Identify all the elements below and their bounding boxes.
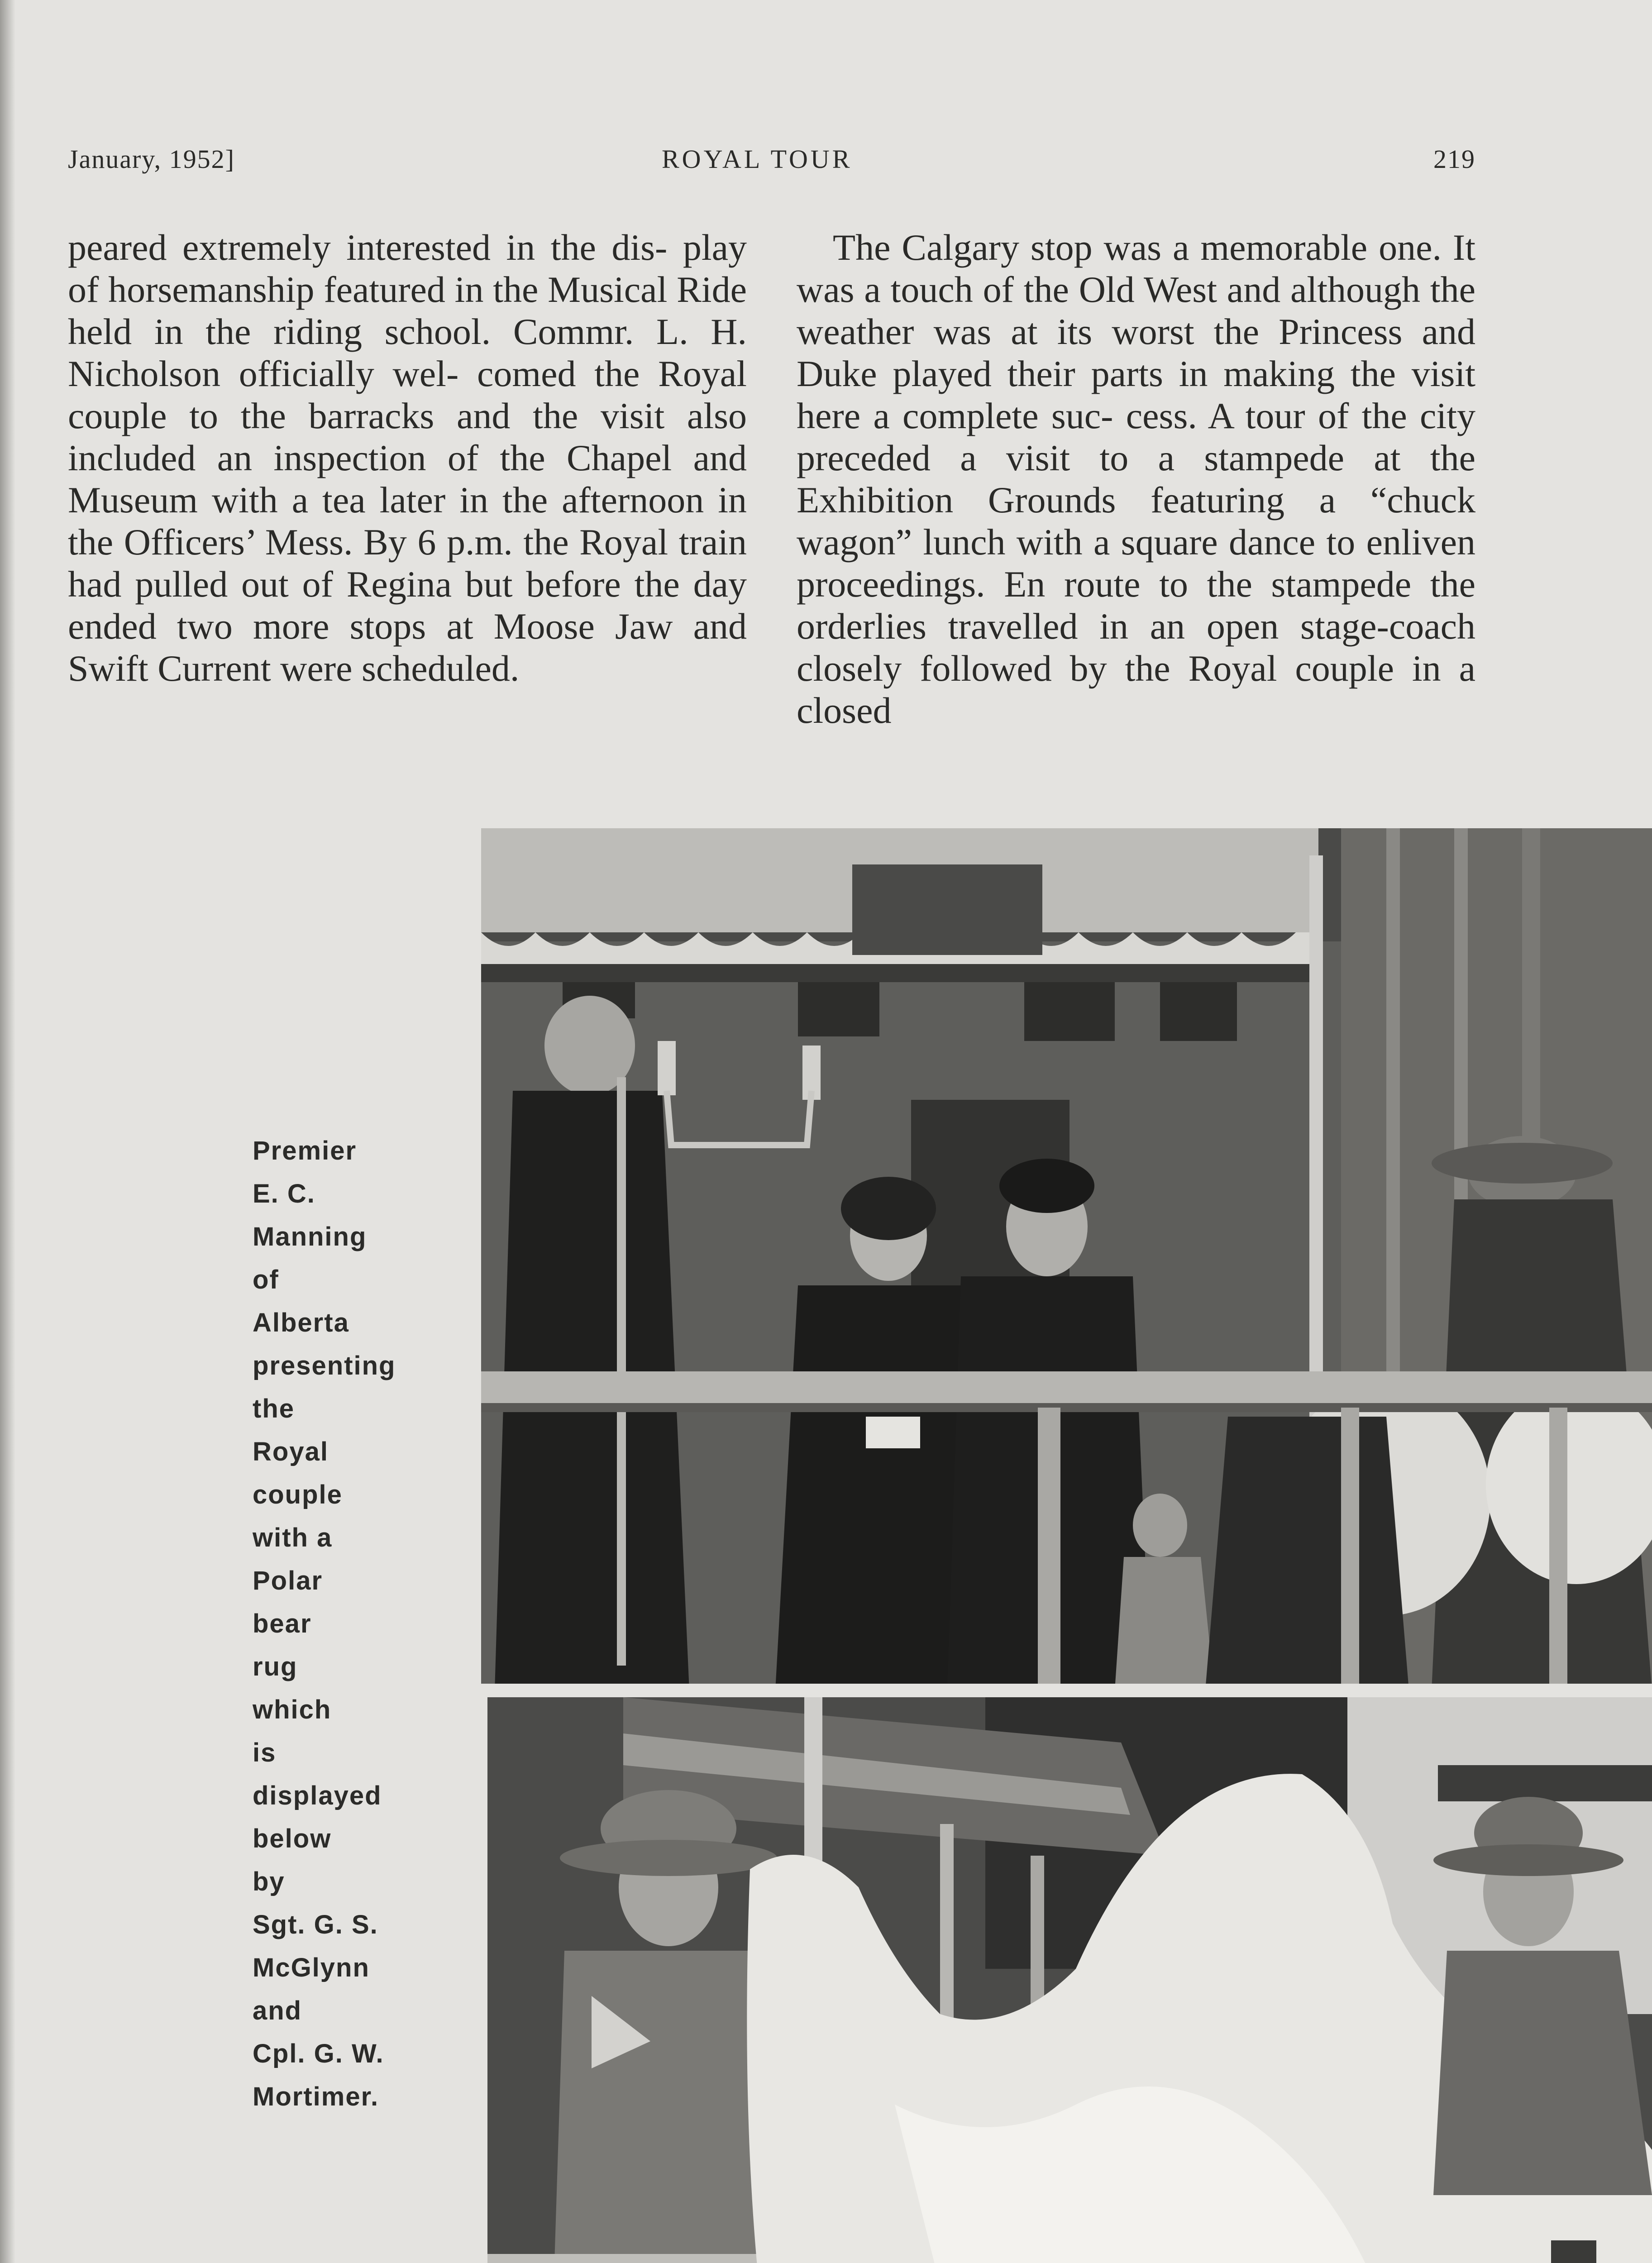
photo-royal-couple-presentation: [481, 828, 1652, 1690]
text-line: and the visit also included an inspection: [68, 395, 747, 478]
caption-line: which: [253, 1695, 332, 1724]
caption-line: and: [253, 1996, 302, 2025]
text-line: peared extremely interested in the dis-: [68, 227, 668, 268]
caption-line: of: [253, 1265, 279, 1294]
photo-image: [487, 1697, 1652, 2263]
text-line: and Swift Current were scheduled.: [68, 606, 747, 689]
text-line: of the Chapel and Museum with a tea: [68, 437, 747, 520]
text-line: featuring a “chuck wagon” lunch with: [797, 479, 1476, 563]
text-line: play of horsemanship featured in the: [68, 227, 747, 310]
text-line: although the weather was at its worst: [797, 269, 1475, 352]
caption-line: couple: [253, 1480, 343, 1509]
text-line: The Calgary stop was a memorable: [833, 227, 1368, 268]
body-paragraph-left: [68, 226, 747, 689]
photo-caption: [253, 1129, 461, 2118]
text-column-left: [68, 226, 747, 747]
caption-line: presenting: [253, 1351, 396, 1380]
text-line: later in the afternoon in the Officers’: [68, 479, 747, 563]
issue-date: January, 1952]: [68, 144, 235, 174]
photo-image: [481, 828, 1652, 1690]
caption-line: with a: [253, 1523, 333, 1552]
text-line: pulled out of Regina but before the day: [135, 563, 747, 605]
text-line: comed the Royal couple to the barracks: [68, 353, 747, 436]
caption-line: rug: [253, 1652, 298, 1681]
body-paragraph-right: [797, 226, 1475, 731]
caption-line: Alberta: [253, 1308, 349, 1337]
caption-line: is: [253, 1738, 277, 1767]
page-binding-edge: [0, 0, 15, 2263]
caption-line: bear: [253, 1609, 312, 1638]
text-line: Commr. L. H. Nicholson officially wel-: [68, 311, 747, 394]
text-column-right: [797, 226, 1475, 747]
text-line: one. It was a touch of the Old West and: [797, 227, 1476, 310]
photo-polar-bear-rug-display: [487, 1697, 1652, 2263]
text-line: the Princess and Duke played their parts: [797, 311, 1476, 394]
caption-line: McGlynn: [253, 1953, 370, 1982]
caption-line: Mortimer.: [253, 2082, 379, 2111]
page-number: 219: [1433, 144, 1475, 174]
text-line: in making the visit here a complete suc-: [797, 353, 1476, 436]
running-head: [68, 144, 1475, 185]
caption-line: E. C.: [253, 1179, 315, 1208]
section-title: ROYAL TOUR: [662, 144, 853, 174]
caption-line: the: [253, 1394, 295, 1423]
caption-line: Polar: [253, 1566, 323, 1595]
text-line: Mess. By 6 p.m. the Royal train had: [68, 521, 747, 605]
text-line: ended two more stops at Moose Jaw: [68, 606, 673, 647]
caption-line: Cpl. G. W.: [253, 2039, 384, 2068]
caption-line: by: [253, 1867, 285, 1896]
text-line: followed by the Royal couple in a closed: [797, 648, 1475, 731]
caption-line: Manning: [253, 1222, 367, 1251]
text-line: En route to the stampede the orderlies: [797, 563, 1475, 647]
text-line: to a stampede at the Exhibition Grounds: [797, 437, 1475, 520]
text-line: travelled in an open stage-coach closely: [797, 606, 1476, 689]
caption-line: Royal: [253, 1437, 329, 1466]
text-line: cess. A tour of the city preceded a visit: [797, 395, 1475, 478]
caption-line: below: [253, 1824, 332, 1853]
text-line: a square dance to enliven proceedings.: [797, 521, 1475, 605]
caption-line: displayed: [253, 1781, 382, 1810]
text-line: Musical Ride held in the riding school.: [68, 269, 747, 352]
caption-line: Premier: [253, 1136, 357, 1165]
caption-line: Sgt. G. S.: [253, 1910, 378, 1939]
